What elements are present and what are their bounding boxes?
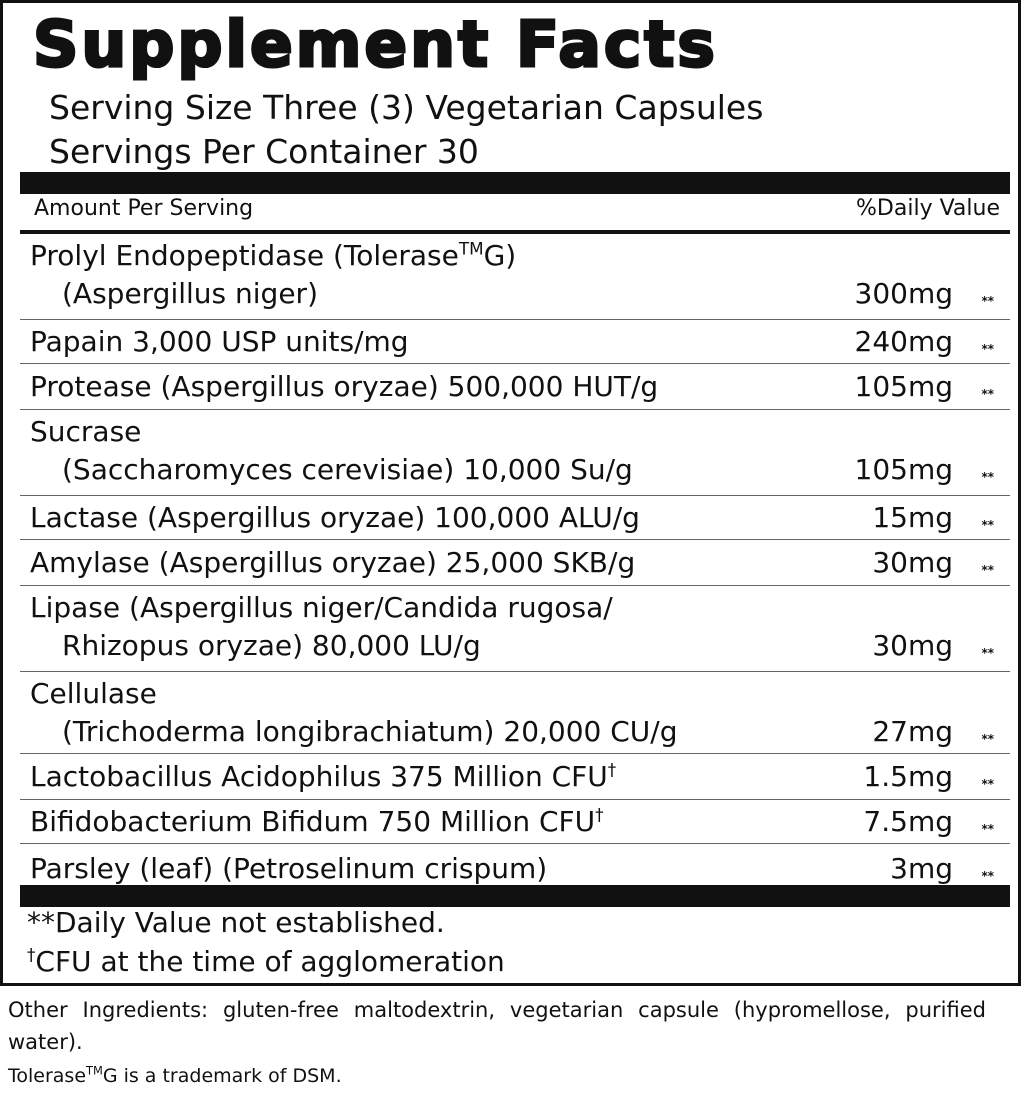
amount-per-serving-header: Amount Per Serving (34, 196, 254, 221)
other-ingredients: Other Ingredients: gluten-free maltodextrin, vegetarian capsule (hypromellose, purified water). (8, 998, 986, 1054)
ingredient-row (20, 586, 1010, 672)
ingredient-amount: 300mg (854, 277, 953, 310)
ingredient-name-text: Lactase (Aspergillus oryzae) 100,000 ALU/g (30, 501, 640, 534)
trademark-sup: TM (86, 1063, 103, 1078)
ingredient-row (20, 234, 1010, 320)
daily-value-marker: ** (981, 518, 994, 532)
ingredient-name-text: Lactobacillus Acidophilus 375 Million CFU (30, 760, 608, 793)
cfu-footnote (27, 944, 505, 980)
ingredient-amount: 1.5mg (863, 760, 953, 793)
daily-value-marker: ** (981, 732, 994, 746)
ingredient-amount: 105mg (854, 453, 953, 486)
ingredient-amount: 7.5mg (863, 805, 953, 838)
ingredient-amount: 30mg (872, 629, 953, 662)
ingredient-row (20, 540, 1010, 586)
ingredient-name (30, 238, 516, 274)
ingredient-name-text: Protease (Aspergillus oryzae) 500,000 HUT/g (30, 370, 659, 403)
ingredient-row (20, 320, 1010, 364)
ingredient-name (30, 851, 547, 887)
ingredient-name (30, 804, 604, 840)
ingredient-amount: 240mg (854, 325, 953, 358)
daily-value-marker: ** (981, 646, 994, 660)
ingredient-amount: 30mg (872, 546, 953, 579)
ingredient-superscript: TM (458, 238, 484, 259)
ingredient-name (30, 324, 409, 360)
daily-value-marker: ** (981, 387, 994, 401)
daily-value-marker: ** (981, 869, 994, 883)
ingredient-row (20, 800, 1010, 844)
trademark-name: Tolerase (8, 1065, 87, 1087)
dagger-symbol: † (27, 944, 36, 965)
daily-value-marker: ** (981, 342, 994, 356)
daily-value-marker: ** (981, 822, 994, 836)
daily-value-marker: ** (981, 294, 994, 308)
ingredient-row (20, 364, 1010, 410)
ingredient-name (30, 369, 658, 405)
ingredient-name-text: Amylase (Aspergillus oryzae) 25,000 SKB/g (30, 546, 636, 579)
ingredient-amount: 27mg (872, 715, 953, 748)
thick-divider-top (20, 172, 1010, 194)
ingredient-name (30, 500, 640, 536)
thick-divider-bottom (20, 885, 1010, 907)
ingredient-name-text: Bifidobacterium Bifidum 750 Million CFU (30, 805, 596, 838)
ingredient-source: (Aspergillus niger) (62, 277, 318, 310)
ingredient-row (20, 496, 1010, 540)
column-header (20, 194, 1010, 228)
ingredient-row (20, 410, 1010, 496)
panel-title: Supplement Facts (33, 8, 718, 81)
daily-value-footnote: **Daily Value not established. (27, 906, 445, 939)
servings-per-container: Servings Per Container 30 (49, 132, 479, 171)
ingredient-superscript: † (595, 804, 604, 825)
serving-size: Serving Size Three (3) Vegetarian Capsules (49, 88, 764, 127)
ingredient-source: (Trichoderma longibrachiatum) 20,000 CU/g (62, 715, 678, 748)
ingredient-name (30, 414, 141, 450)
trademark-notice (8, 1065, 342, 1087)
ingredient-name-text: Parsley (leaf) (Petroselinum crispum) (30, 852, 548, 885)
ingredient-name-text: Cellulase (30, 677, 157, 710)
daily-value-marker: ** (981, 470, 994, 484)
ingredient-table (20, 234, 1010, 894)
ingredient-source: Rhizopus oryzae) 80,000 LU/g (62, 629, 481, 662)
ingredient-name-text: Prolyl Endopeptidase (Tolerase (30, 239, 459, 272)
ingredient-row (20, 754, 1010, 800)
ingredient-amount: 15mg (872, 501, 953, 534)
ingredient-name (30, 676, 157, 712)
ingredient-name (30, 590, 613, 626)
daily-value-marker: ** (981, 777, 994, 791)
ingredient-amount: 3mg (890, 852, 953, 885)
cfu-footnote-text: CFU at the time of agglomeration (35, 945, 505, 978)
ingredient-amount: 105mg (854, 370, 953, 403)
trademark-text: G is a trademark of DSM. (102, 1065, 342, 1087)
ingredient-name-tail: G) (483, 239, 517, 272)
ingredient-name (30, 759, 616, 795)
ingredient-source: (Saccharomyces cerevisiae) 10,000 Su/g (62, 453, 633, 486)
daily-value-marker: ** (981, 563, 994, 577)
ingredient-name-text: Papain 3,000 USP units/mg (30, 325, 409, 358)
ingredient-row (20, 672, 1010, 754)
daily-value-header: %Daily Value (856, 196, 1000, 221)
ingredient-name-text: Lipase (Aspergillus niger/Candida rugosa/ (30, 591, 613, 624)
ingredient-name-text: Sucrase (30, 415, 142, 448)
ingredient-name (30, 545, 635, 581)
ingredient-superscript: † (607, 759, 617, 780)
